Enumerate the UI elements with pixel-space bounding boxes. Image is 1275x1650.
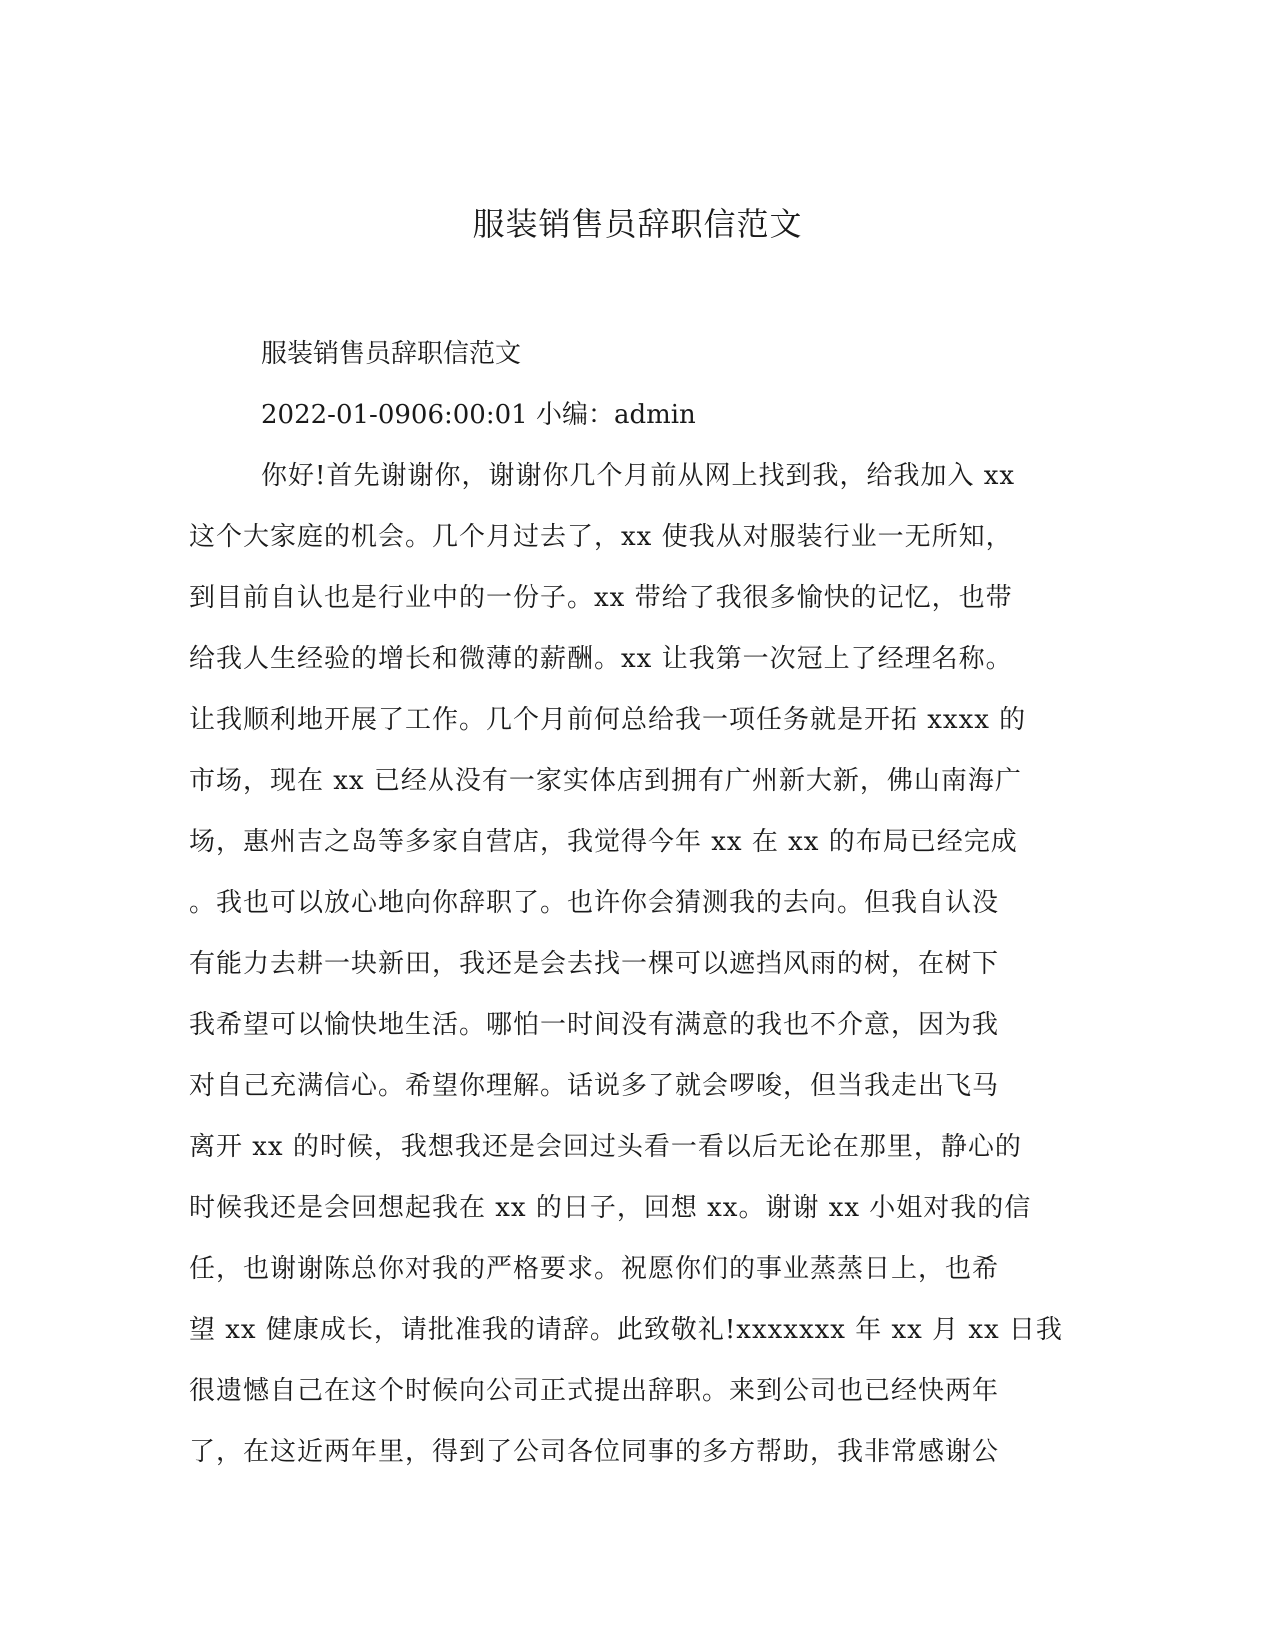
paragraph-line: 让我顺利地开展了工作。几个月前何总给我一项任务就是开拓 xxxx 的 [189,705,1027,735]
subtitle: 服装销售员辞职信范文 [261,339,522,369]
paragraph-line: 对自己充满信心。希望你理解。话说多了就会啰唆，但当我走出飞马 [189,1071,1000,1101]
paragraph-line: 望 xx 健康成长，请批准我的请辞。此致敬礼!xxxxxxx 年 xx 月 xx 日我 [189,1315,1063,1345]
paragraph-line: 离开 xx 的时候，我想我还是会回过头看一看以后无论在那里，静心的 [189,1132,1022,1162]
paragraph-line: 了，在这近两年里，得到了公司各位同事的多方帮助，我非常感谢公 [189,1437,1000,1467]
paragraph-line: 时候我还是会回想起我在 xx 的日子，回想 xx。谢谢 xx 小姐对我的信 [189,1193,1032,1223]
paragraph-line: 场，惠州吉之岛等多家自营店，我觉得今年 xx 在 xx 的布局已经完成 [189,827,1018,857]
paragraph-line: 你好!首先谢谢你，谢谢你几个月前从网上找到我，给我加入 xx [261,461,1016,491]
paragraph-line: 到目前自认也是行业中的一份子。xx 带给了我很多愉快的记忆，也带 [189,583,1013,613]
paragraph-line: 市场，现在 xx 已经从没有一家实体店到拥有广州新大新，佛山南海广 [189,766,1022,796]
paragraph-line: 任，也谢谢陈总你对我的严格要求。祝愿你们的事业蒸蒸日上，也希 [189,1254,1000,1284]
document-body [189,324,1069,1483]
paragraph-line: 我希望可以愉快地生活。哪怕一时间没有满意的我也不介意，因为我 [189,1010,1000,1040]
paragraph-line: 很遗憾自己在这个时候向公司正式提出辞职。来到公司也已经快两年 [189,1376,1000,1406]
paragraph-line: 给我人生经验的增长和微薄的薪酬。xx 让我第一次冠上了经理名称。 [189,644,1013,674]
post-meta: 2022-01-0906:00:01 小编：admin [261,400,696,430]
document-title: 服装销售员辞职信范文 [472,205,803,243]
paragraph-line: 这个大家庭的机会。几个月过去了，xx 使我从对服装行业一无所知， [189,522,1013,552]
paragraph-line: 。我也可以放心地向你辞职了。也许你会猜测我的去向。但我自认没 [189,888,1000,918]
paragraph-line: 有能力去耕一块新田，我还是会去找一棵可以遮挡风雨的树，在树下 [189,949,1000,979]
